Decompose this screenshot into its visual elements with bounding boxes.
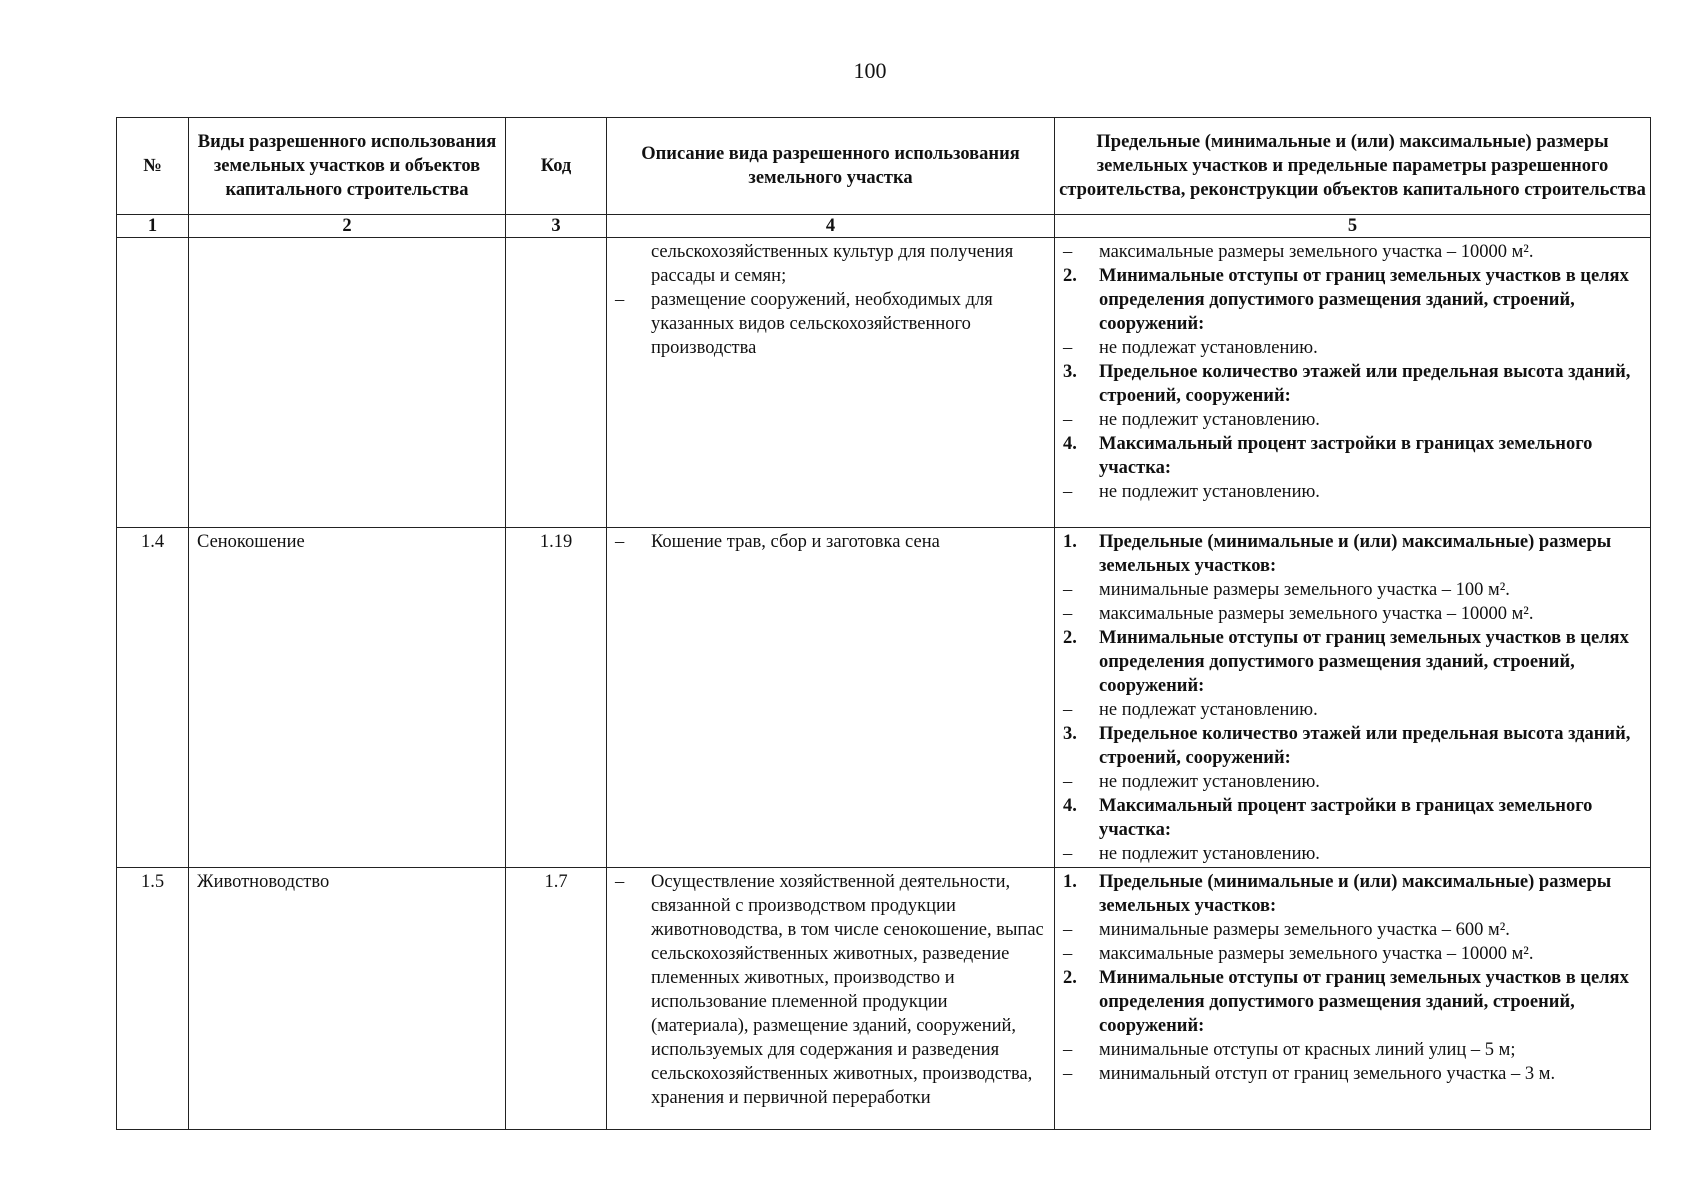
list-marker: 2. <box>1063 628 1077 648</box>
list-text: не подлежит установлению. <box>1099 844 1320 864</box>
list-text: Предельное количество этажей или предельная высота зданий, строений, сооружений: <box>1099 724 1631 768</box>
column-number-row <box>117 215 1651 238</box>
list-marker: – <box>1063 772 1073 792</box>
list-text: Максимальный процент застройки в границах земельного участка: <box>1099 796 1593 840</box>
column-number: 1 <box>117 215 189 238</box>
list-marker: – <box>1063 1064 1073 1084</box>
list-marker: – <box>1063 604 1073 624</box>
list-text: Минимальные отступы от границ земельных участков в целях определения допустимого размещения зданий, строений, сооружений: <box>1099 266 1629 334</box>
list-item <box>615 240 1048 288</box>
list-marker: – <box>1063 944 1073 964</box>
list-item <box>615 530 1048 554</box>
list-text: Предельные (минимальные и (или) максимальные) размеры земельных участков: <box>1099 872 1612 916</box>
list-marker: 3. <box>1063 724 1077 744</box>
list-marker: – <box>1063 338 1073 358</box>
list-text: Минимальные отступы от границ земельных участков в целях определения допустимого размещения зданий, строений, сооружений: <box>1099 968 1629 1036</box>
list-marker: – <box>1063 1040 1073 1060</box>
description-cell <box>607 238 1055 528</box>
list-text: Предельные (минимальные и (или) максимальные) размеры земельных участков: <box>1099 532 1612 576</box>
row-number: 1.5 <box>117 868 189 1130</box>
list-text: минимальные отступы от красных линий улиц – 5 м; <box>1099 1040 1516 1060</box>
list-text: не подлежит установлению. <box>1099 482 1320 502</box>
header-name: Виды разрешенного использования земельных участков и объектов капитального строительства <box>189 118 506 215</box>
list-item <box>615 288 1048 360</box>
header-no: № <box>117 118 189 215</box>
column-number: 4 <box>607 215 1055 238</box>
list-item <box>1063 240 1644 264</box>
list-text: Максимальный процент застройки в границах земельного участка: <box>1099 434 1593 478</box>
list-text: размещение сооружений, необходимых для указанных видов сельскохозяйственного производства <box>651 290 993 358</box>
list-marker: – <box>615 290 625 310</box>
list-text: Предельное количество этажей или предельная высота зданий, строений, сооружений: <box>1099 362 1631 406</box>
land-use-table <box>116 117 1651 1130</box>
list-item <box>1063 1062 1644 1086</box>
list-item <box>1063 432 1644 480</box>
table-row <box>117 868 1651 1130</box>
list-marker: 1. <box>1063 872 1077 892</box>
header-desc: Описание вида разрешенного использования земельного участка <box>607 118 1055 215</box>
description-cell <box>607 528 1055 868</box>
page-number: 100 <box>853 58 887 83</box>
list-marker: 4. <box>1063 434 1077 454</box>
list-item <box>1063 870 1644 918</box>
column-number: 2 <box>189 215 506 238</box>
use-code <box>506 238 607 528</box>
column-number: 3 <box>506 215 607 238</box>
list-marker: 2. <box>1063 968 1077 988</box>
list-item <box>1063 336 1644 360</box>
list-text: минимальные размеры земельного участка – 100 м². <box>1099 580 1510 600</box>
table-row <box>117 238 1651 528</box>
list-item <box>1063 408 1644 432</box>
list-text: максимальные размеры земельного участка – 10000 м². <box>1099 604 1534 624</box>
list-marker: – <box>1063 700 1073 720</box>
parameters-cell <box>1055 868 1651 1130</box>
use-code: 1.7 <box>506 868 607 1130</box>
list-text: максимальные размеры земельного участка – 10000 м². <box>1099 242 1534 262</box>
table-row <box>117 528 1651 868</box>
list-item <box>1063 530 1644 578</box>
list-item <box>1063 770 1644 794</box>
use-type-name: Сенокошение <box>189 528 506 868</box>
list-item <box>1063 360 1644 408</box>
list-text: не подлежат установлению. <box>1099 700 1318 720</box>
list-marker: 4. <box>1063 796 1077 816</box>
list-item <box>1063 698 1644 722</box>
list-text: не подлежит установлению. <box>1099 772 1320 792</box>
parameters-cell <box>1055 528 1651 868</box>
list-marker: – <box>615 532 625 552</box>
list-item <box>615 870 1048 1110</box>
use-type-name <box>189 238 506 528</box>
list-text: сельскохозяйственных культур для получения рассады и семян; <box>651 242 1014 286</box>
list-item <box>1063 1038 1644 1062</box>
list-text: минимальный отступ от границ земельного участка – 3 м. <box>1099 1064 1556 1084</box>
header-code: Код <box>506 118 607 215</box>
list-marker: – <box>1063 844 1073 864</box>
description-cell <box>607 868 1055 1130</box>
list-item <box>1063 942 1644 966</box>
list-marker: 1. <box>1063 532 1077 552</box>
list-text: минимальные размеры земельного участка – 600 м². <box>1099 920 1510 940</box>
column-number: 5 <box>1055 215 1651 238</box>
list-marker: 2. <box>1063 266 1077 286</box>
list-marker: – <box>1063 580 1073 600</box>
list-text: Кошение трав, сбор и заготовка сена <box>651 532 940 552</box>
list-item <box>1063 480 1644 504</box>
list-text: Осуществление хозяйственной деятельности, связанной с производством продукции животноводства, в том числе сенокошение, выпас сельскохозяйственных животных, разведение племенных животных, производство и использование племенной продукции (материала), размещение зданий, сооружений, используемых для содержания и разведения сельскохозяйственных животных, производства, хранения и первичной переработки <box>651 872 1044 1108</box>
list-item <box>1063 578 1644 602</box>
use-code: 1.19 <box>506 528 607 868</box>
list-text: не подлежит установлению. <box>1099 410 1320 430</box>
list-item <box>1063 602 1644 626</box>
list-marker: – <box>1063 482 1073 502</box>
list-item <box>1063 722 1644 770</box>
header-params: Предельные (минимальные и (или) максимальные) размеры земельных участков и предельные параметры разрешенного строительства, реконструкции объектов капитального строительства <box>1055 118 1651 215</box>
row-number: 1.4 <box>117 528 189 868</box>
list-marker: – <box>1063 410 1073 430</box>
list-marker: – <box>615 872 625 892</box>
header-row <box>117 118 1651 215</box>
list-text: максимальные размеры земельного участка – 10000 м². <box>1099 944 1534 964</box>
list-marker <box>615 240 651 288</box>
list-marker: – <box>1063 920 1073 940</box>
list-item <box>1063 626 1644 698</box>
parameters-cell <box>1055 238 1651 528</box>
list-marker: – <box>1063 242 1073 262</box>
list-item <box>1063 794 1644 842</box>
list-item <box>1063 842 1644 866</box>
list-item <box>1063 918 1644 942</box>
row-number <box>117 238 189 528</box>
use-type-name: Животноводство <box>189 868 506 1130</box>
list-item <box>1063 966 1644 1038</box>
list-text: Минимальные отступы от границ земельных участков в целях определения допустимого размещения зданий, строений, сооружений: <box>1099 628 1629 696</box>
list-item <box>1063 264 1644 336</box>
list-marker: 3. <box>1063 362 1077 382</box>
list-text: не подлежат установлению. <box>1099 338 1318 358</box>
